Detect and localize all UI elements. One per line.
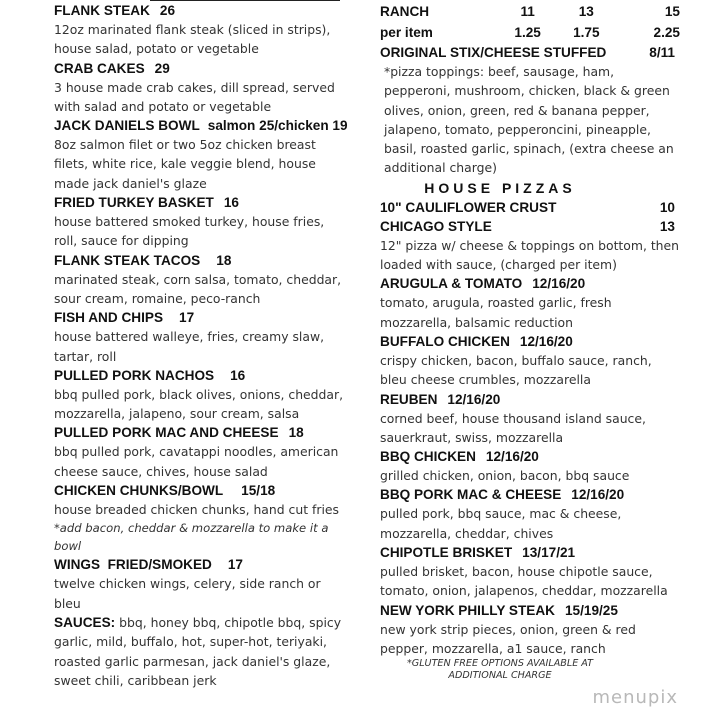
item-price: 8/11 <box>649 45 675 60</box>
item-price: 12/16/20 <box>447 391 501 407</box>
menu-item-bbq-chicken <box>380 447 680 485</box>
item-name: FRIED TURKEY BASKET <box>54 195 214 211</box>
item-name: CHICKEN CHUNKS/BOWL <box>54 483 224 499</box>
menu-item-chicago-style <box>380 217 680 275</box>
item-name: NEW YORK PHILLY STEAK <box>380 602 555 618</box>
per-item-price-medium: 1.75 <box>573 25 600 40</box>
item-name: FLANK STEAK <box>54 3 150 18</box>
item-description: grilled chicken, onion, bacon, bbq sauce <box>380 468 630 484</box>
item-name: REUBEN <box>380 391 438 407</box>
item-price: 17 <box>227 557 243 573</box>
item-description: tomato, arugula, roasted garlic, fresh mozzarella, balsamic reduction <box>380 295 612 330</box>
item-price: 12/16/20 <box>519 333 573 349</box>
ranch-price-small: 11 <box>520 4 535 19</box>
menu-item-flank-steak <box>54 1 344 59</box>
house-pizzas-heading: HOUSE PIZZAS <box>424 179 576 196</box>
item-name: CHIPOTLE BRISKET <box>380 545 513 561</box>
item-description: house battered smoked turkey, house fries, roll, sauce for dipping <box>54 214 325 249</box>
item-name: JACK DANIELS BOWL <box>54 118 200 134</box>
right-column <box>380 1 680 682</box>
item-name: PULLED PORK MAC AND CHEESE <box>54 425 279 441</box>
ranch-label: RANCH <box>380 4 430 19</box>
per-item-price-large: 2.25 <box>653 25 680 40</box>
item-name: BBQ PORK MAC & CHEESE <box>380 487 562 503</box>
menu-item-fish-and-chips <box>54 308 344 366</box>
item-price: 12/16/20 <box>532 276 586 292</box>
item-price: 16 <box>230 367 246 383</box>
item-price: 29 <box>154 60 170 76</box>
item-name: BUFFALO CHICKEN <box>380 333 510 349</box>
item-name: 10" CAULIFLOWER CRUST <box>380 199 557 215</box>
sauces-text: bbq, honey bbq, chipotle bbq, spicy garlic, mild, buffalo, hot, super-hot, teriyaki, roasted garlic parmesan, jack daniel's glaze, sweet chili, caribbean jerk <box>54 614 342 688</box>
menu-item-stix <box>380 43 675 62</box>
item-description: marinated steak, corn salsa, tomato, cheddar, sour cream, romaine, peco-ranch <box>54 271 342 306</box>
item-price: 15/19/25 <box>565 602 618 618</box>
menu-item-jack-daniels-bowl <box>54 116 348 193</box>
item-description: house breaded chicken chunks, hand cut fries <box>54 502 339 518</box>
item-price: salmon 25/chicken 19 <box>207 118 348 134</box>
item-name: CRAB CAKES <box>54 60 145 76</box>
per-item-price-small: 1.25 <box>514 25 541 40</box>
menu-item-fried-turkey-basket <box>54 193 344 251</box>
gluten-free-note: *GLUTEN FREE OPTIONS AVAILABLE AT ADDITIONAL CHARGE <box>406 658 594 682</box>
menu-item-chipotle-brisket <box>380 543 680 601</box>
sauces-list <box>54 613 344 690</box>
item-description: house battered walleye, fries, creamy slaw, tartar, roll <box>54 329 325 364</box>
menu-item-buffalo-chicken <box>380 332 680 390</box>
item-description: bbq pulled pork, black olives, onions, cheddar, mozzarella, jalapeno, sour cream, salsa <box>54 386 344 422</box>
menu-item-crab-cakes <box>54 59 344 117</box>
left-column <box>54 1 348 690</box>
item-price: 17 <box>179 310 195 326</box>
item-name: CHICAGO STYLE <box>380 218 492 234</box>
item-note: *add bacon, cheddar & mozzarella to make it a bowl <box>54 521 329 554</box>
menu-item-flank-steak-tacos <box>54 251 344 309</box>
menu-item-cauliflower-crust <box>380 198 675 217</box>
item-name: ORIGINAL STIX/CHEESE STUFFED <box>380 45 607 60</box>
ranch-price-large: 15 <box>664 4 680 19</box>
item-description: bbq pulled pork, cavatappi noodles, american cheese sauce, chives, house salad <box>54 444 339 479</box>
item-description: 12" pizza w/ cheese & toppings on bottom, then loaded with sauce, (charged per item) <box>380 237 680 273</box>
item-description: crispy chicken, bacon, buffalo sauce, ranch, bleu cheese crumbles, mozzarella <box>380 352 652 388</box>
ranch-price-medium: 13 <box>578 4 594 19</box>
menu-item-wings <box>54 555 344 613</box>
item-name: ARUGULA & TOMATO <box>380 276 523 292</box>
menu-item-pulled-pork-mac-and-cheese <box>54 423 344 481</box>
menu-item-arugula-tomato <box>380 274 680 332</box>
per-item-label: per item <box>380 25 433 40</box>
item-price: 13 <box>659 218 675 234</box>
item-price: 12/16/20 <box>485 449 539 465</box>
watermark-logo: menupix <box>592 687 678 708</box>
item-price: 13/17/21 <box>522 545 576 561</box>
item-description: pulled pork, bbq sauce, mac & cheese, mozzarella, cheddar, chives <box>380 506 622 541</box>
item-price: 18 <box>288 425 304 441</box>
menu-item-chicken-chunks-bowl <box>54 481 344 555</box>
item-price: 10 <box>659 199 675 215</box>
item-description: corned beef, house thousand island sauce, sauerkraut, swiss, mozzarella <box>380 410 646 445</box>
per-item-row <box>380 22 680 43</box>
item-description: 3 house made crab cakes, dill spread, served with salad and potato or vegetable <box>54 79 335 114</box>
item-price: 15/18 <box>241 483 276 499</box>
item-price: 16 <box>223 195 239 211</box>
item-name: BBQ CHICKEN <box>380 449 476 465</box>
item-name: FLANK STEAK TACOS <box>54 252 201 268</box>
sauces-label: SAUCES: <box>54 614 116 630</box>
item-price: 26 <box>159 3 176 18</box>
item-name: WINGS FRIED/SMOKED <box>54 557 212 573</box>
menu-item-bbq-pork-mac-cheese <box>380 485 680 543</box>
item-description: new york strip pieces, onion, green & red pepper, mozzarella, a1 sauce, ranch <box>380 621 636 656</box>
item-description: 12oz marinated flank steak (sliced in strips), house salad, potato or vegetable <box>54 22 331 57</box>
item-description: 8oz salmon filet or two 5oz chicken breast filets, white rice, kale veggie blend, house made jack daniel's glaze <box>54 137 316 191</box>
menu-item-new-york-philly-steak <box>380 601 680 659</box>
item-name: FISH AND CHIPS <box>54 310 164 326</box>
item-price: 18 <box>216 252 232 268</box>
item-description: pulled brisket, bacon, house chipotle sauce, tomato, onion, jalapenos, cheddar, mozzarella <box>380 564 668 599</box>
item-description: twelve chicken wings, celery, side ranch or bleu <box>54 576 321 611</box>
item-price: 12/16/20 <box>571 487 625 503</box>
menu-item-reuben <box>380 390 680 448</box>
pizza-toppings: *pizza toppings: beef, sausage, ham, pepperoni, mushroom, chicken, black & green olives, onion, green, red & banana pepper, jalapeno, tomato, pepperoncini, pineapple, basil, roasted garlic, spinach, (extra cheese an additional charge) <box>384 64 674 176</box>
ranch-row <box>380 1 680 22</box>
item-name: PULLED PORK NACHOS <box>54 367 215 383</box>
menu-item-pulled-pork-nachos <box>54 366 344 424</box>
